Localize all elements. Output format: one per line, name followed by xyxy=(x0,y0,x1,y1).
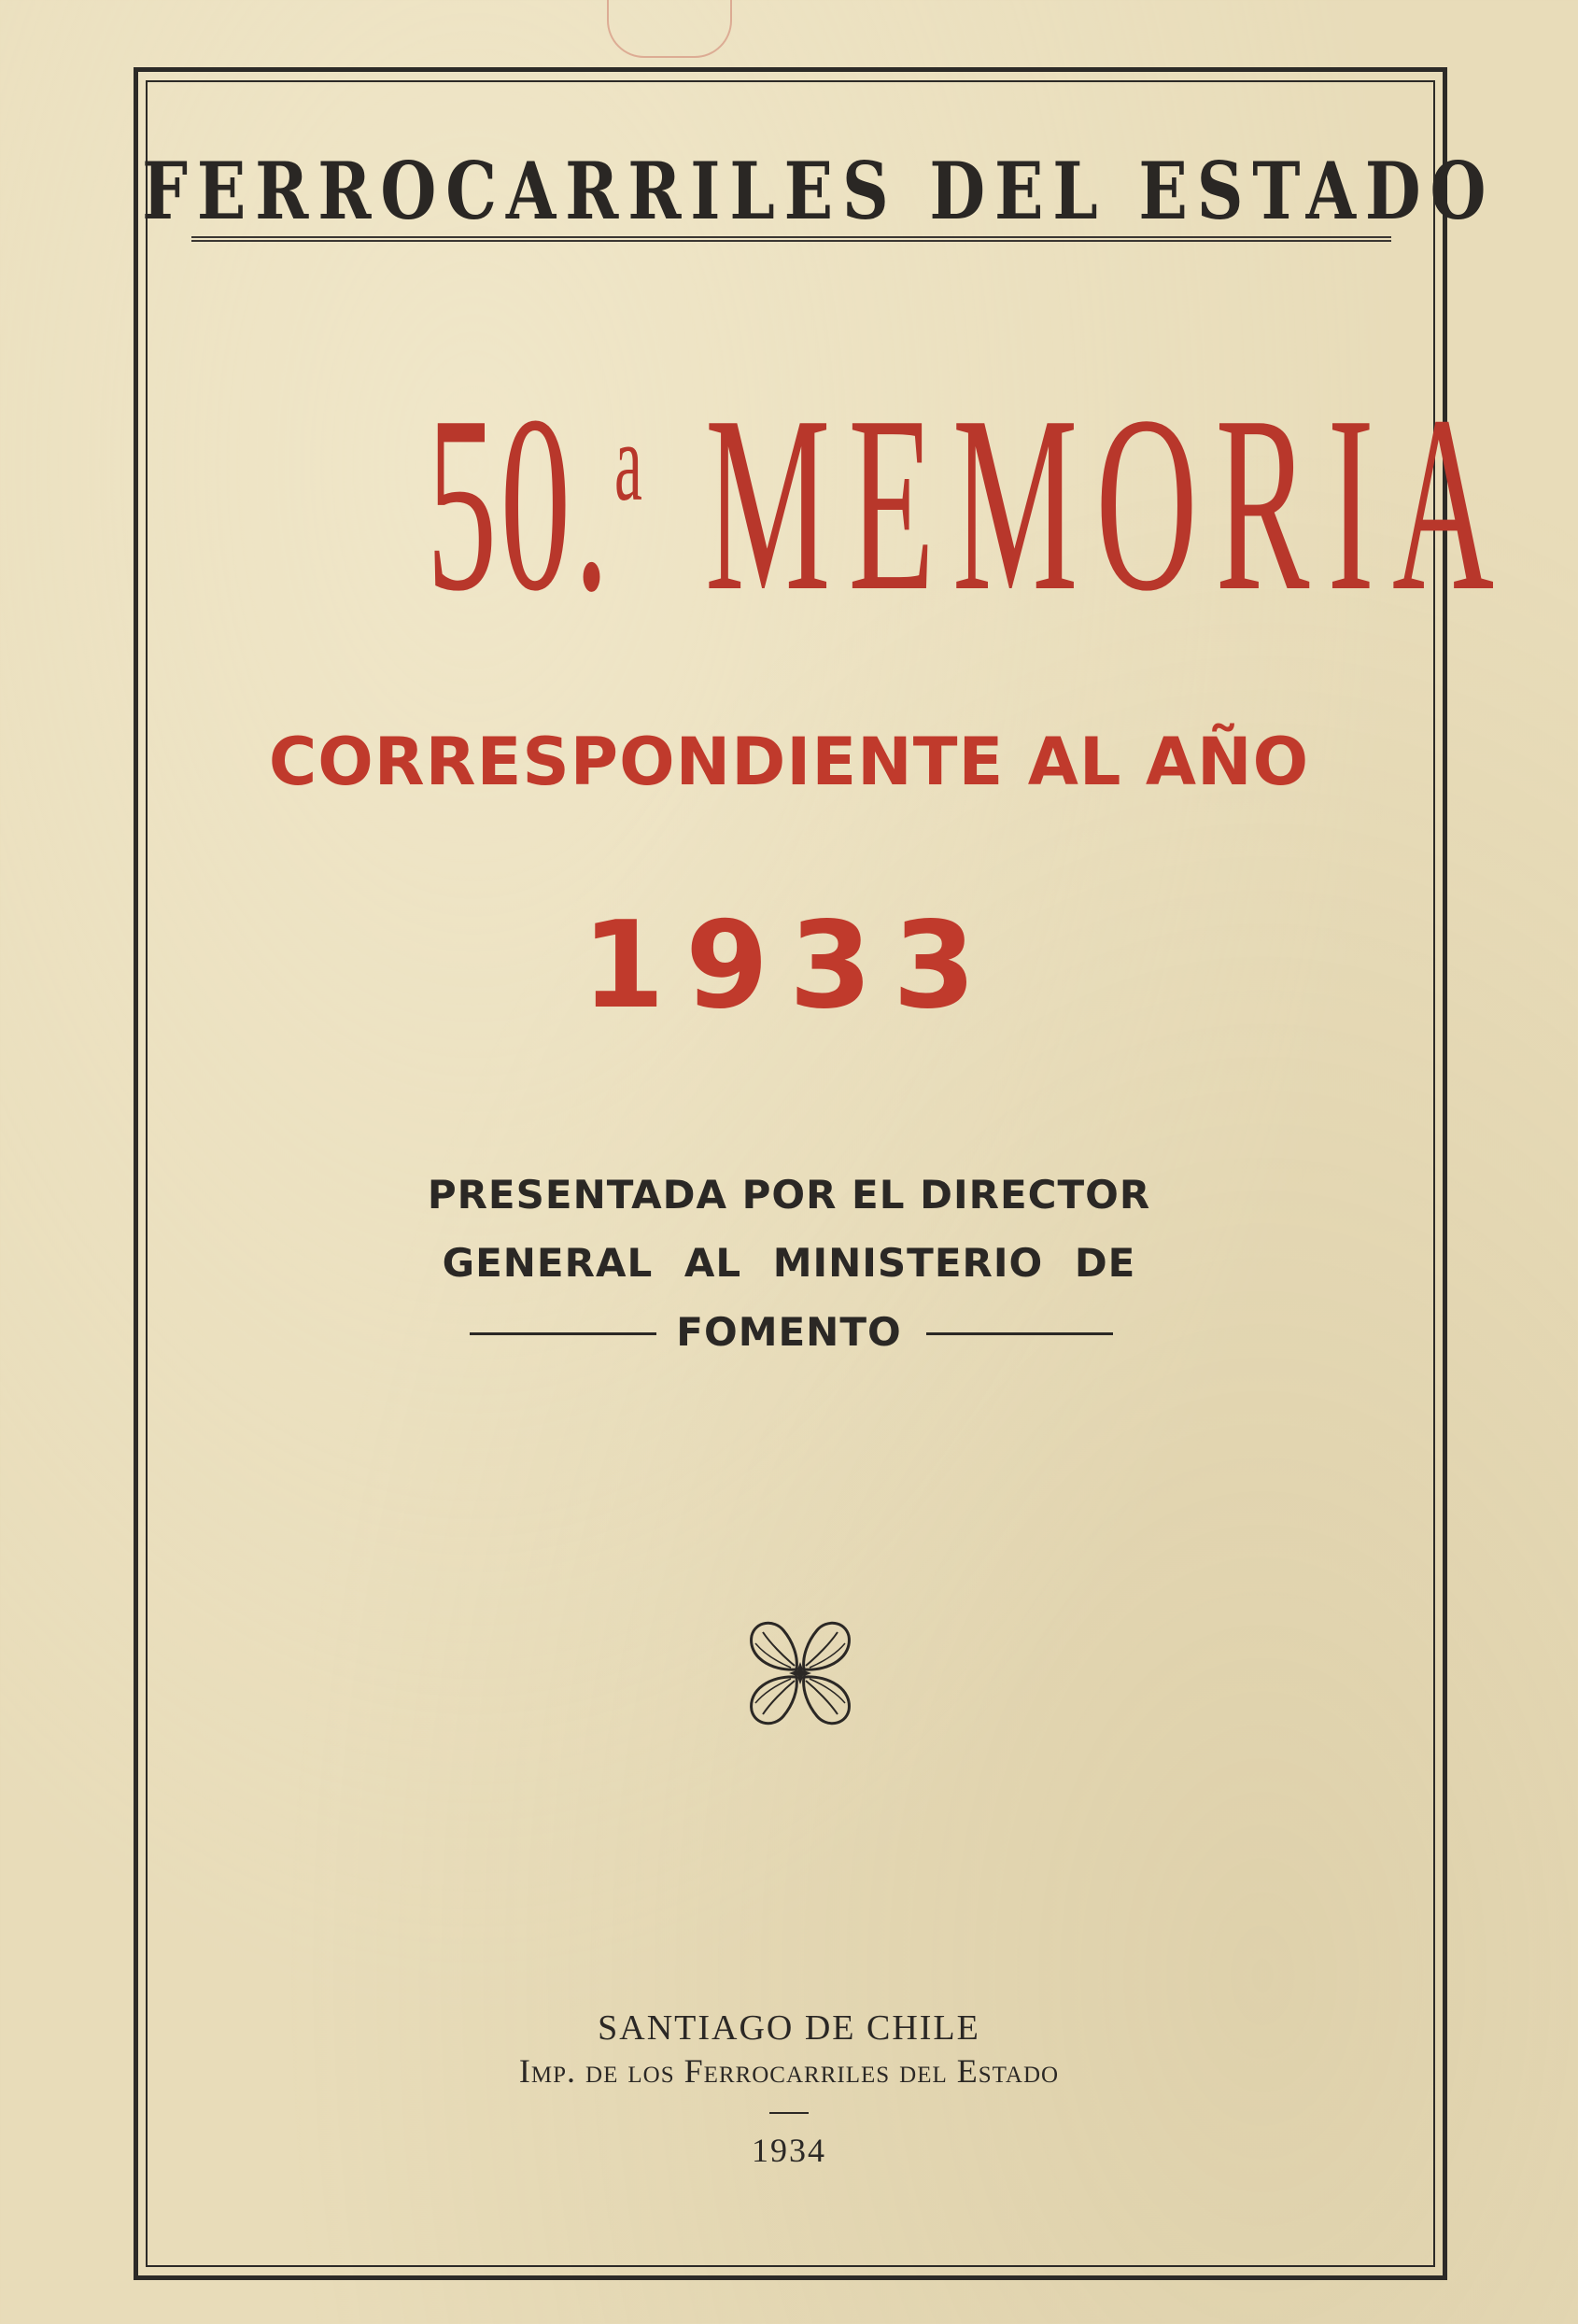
memoria-title xyxy=(0,364,1578,643)
imprint-dash xyxy=(769,2112,809,2114)
double-rule-divider xyxy=(191,236,1391,242)
presented-by-line-1: PRESENTADA POR EL DIRECTOR xyxy=(427,1172,1151,1218)
imprint-year: 1934 xyxy=(752,2132,826,2169)
edition-suffix: a xyxy=(613,400,642,524)
imprint-press: Imp. de los Ferrocarriles del Estado xyxy=(518,2052,1060,2090)
library-stamp-mark xyxy=(607,0,732,58)
title-word: MEMORIA xyxy=(705,364,1513,643)
report-year: 1933 xyxy=(581,896,997,1035)
right-dash-rule xyxy=(926,1332,1113,1335)
four-leaf-ornament-icon xyxy=(742,1615,858,1731)
presented-by-line-2: GENERAL AL MINISTERIO DE xyxy=(442,1240,1136,1286)
imprint-city: SANTIAGO DE CHILE xyxy=(598,2008,980,2048)
presented-by-line-3: FOMENTO xyxy=(676,1309,902,1355)
edition-number: 50. xyxy=(426,364,613,643)
publisher-name: FERROCARRILES DEL ESTADO xyxy=(142,145,1496,237)
year-heading: CORRESPONDIENTE AL AÑO xyxy=(268,724,1310,800)
